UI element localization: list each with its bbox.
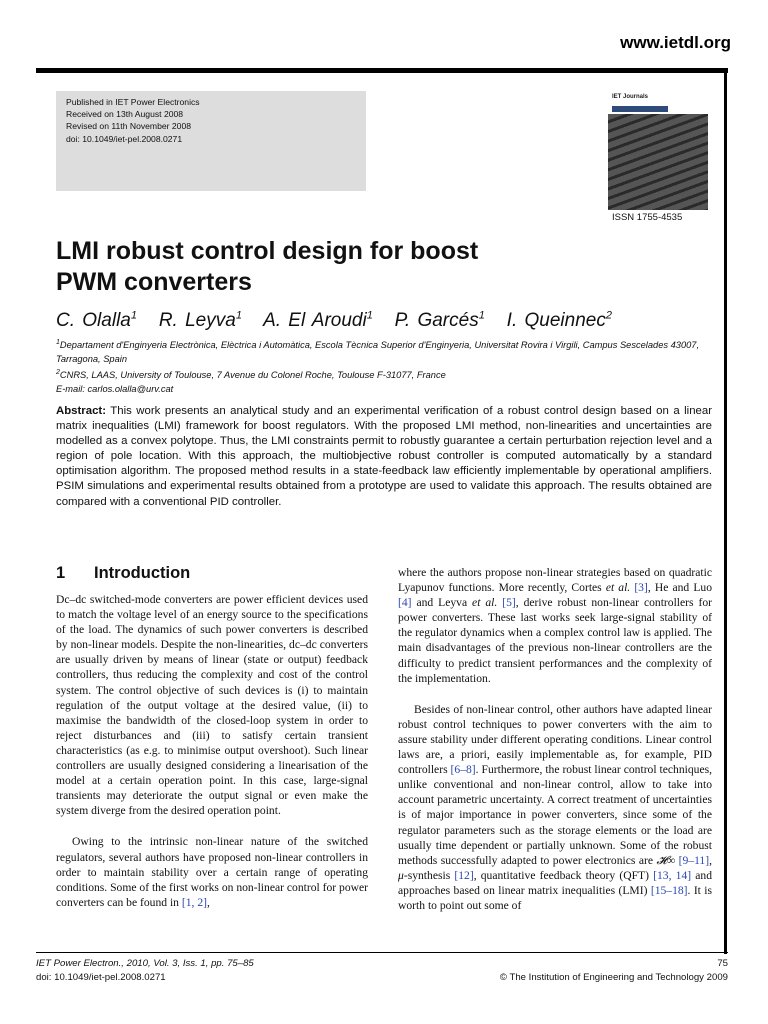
citation-link[interactable]: [6–8] (450, 763, 476, 777)
issn: ISSN 1755-4535 (612, 212, 683, 223)
citation-link[interactable]: [13, 14] (653, 868, 692, 882)
paragraph: Dc–dc switched-mode converters are power efficient devices used to match the voltage level of an energy source to the specifications of the load. The dynamics of such power converters is described by non-linear models. Despite the non-linearities, dc–dc converters are usually driven by means of linear (state or output) feedback controllers, thus reducing the complexity and cost of the control system. The control objective of such devices is (i) to maintain regulation of the output voltage at the desired value, (ii) to maximise the bandwidth of the closed-loop system in order to reject disturbances and (iii) to satisfy certain transient characteristics (as e.g. to minimise output overshoot). Such linear controllers are usually designed considering a linearisation of the model at a certain operation point. In this case, large-signal transients may deteriorate the output signal or even make the system diverge from the desired operation point. (56, 593, 368, 818)
site-url[interactable]: www.ietdl.org (620, 33, 731, 52)
author: P. Garcés$^1$ (394, 310, 485, 332)
page-number: 75 (717, 958, 728, 969)
citation-link[interactable]: [1, 2] (181, 895, 207, 909)
journal-cover-image (608, 88, 708, 210)
section-number: 1 (56, 564, 66, 582)
paper-title (56, 236, 616, 298)
abstract-text: This work presents an analytical study and an experimental verification of a robust control design based on a linear matrix inequalities (LMI) framework for boost regulators. With the proposed LMI method, non-linearities and uncertainties are modelled as a convex polytope. Thus, the LMI constraints permit to robustly guarantee a certain perturbation rejection level and a region of pole location. With this approach, the multiobjective robust controller is computed automatically by a standard optimisation algorithm. The proposed method results in a state-feedback law efficiently implementable by operational amplifiers. PSIM simulations and experimental results obtained from a prototype are used to validate this approach. The results obtained are compared with a conventional PID controller. (56, 405, 712, 508)
paragraph: Besides of non-linear control, other authors have adapted linear robust control techniques to power converters with the aim to assure stability under different operating conditions. Linear control laws are, a priori, easily implementable as, for example, PID controllers [6–8]. Furthermore, the robust linear control techniques, unlike conventional and non-linear control, allow to take into account parametric uncertainty. A correct treatment of uncertainties is of major importance in power converters, since some of the regulator parameters such as the storage elements or the load are usually time dependent or partially unknown. Some of the robust methods successfully adapted to power electronics are 𝓗∞ [9–11], μ-synthesis [12], quantitative feedback theory (QFT) [13, 14] and approaches based on linear matrix inequalities (LMI) [15–18]. It is worth to point out some of (398, 702, 713, 912)
abstract (56, 404, 712, 510)
author-list (56, 310, 612, 332)
top-rule (36, 68, 728, 73)
paragraph: where the authors propose non-linear strategies based on quadratic Lyapunov functions. More recently, Cortes et al. [3], He and Luo [4] and Leyva et al. [5], derive robust non-linear controllers for power converters. These last works seek large-signal stability of the regulator dynamics when a complex control law is applied. The main disadvantages of the previous non-linear controllers are the difficulty to predict transient performances and the complexity of the implementation. (398, 566, 712, 685)
footer-doi: doi: 10.1049/iet-pel.2008.0271 (36, 972, 166, 983)
pub-line: Published in IET Power Electronics (66, 97, 200, 107)
footer-rule (36, 952, 728, 953)
left-column (56, 592, 368, 910)
citation-link[interactable]: [3] (634, 581, 648, 595)
cover-photo (608, 114, 708, 210)
author: C. Olalla$^1$ (56, 310, 137, 332)
paragraph: Owing to the intrinsic non-linear nature of the switched regulators, several authors have proposed non-linear controllers in order to maintain stability over a certain range of operating conditions. Some of the first works on non-linear control for power converters can be found in [1, 2], (56, 835, 369, 909)
copyright: © The Institution of Engineering and Technology 2009 (499, 972, 728, 983)
cover-journal-name: IET Journals (612, 94, 649, 100)
received-line: Received on 13th August 2008 (66, 109, 184, 120)
section-heading (56, 564, 190, 583)
affiliation-1: $^1$Departament d'Enginyeria Electrònica, Elèctrica i Automàtica, Escola Tècnica Superior d'Enginyeria, Universitat Rovira i Virgili, Campus Sescelades 43007, Tarragona, Spain (56, 339, 700, 364)
affiliations (56, 336, 716, 397)
footer-citation: IET Power Electron., 2010, Vol. 3, Iss. 1, pp. 75–85 (36, 958, 254, 969)
author: A. El Aroudi$^1$ (263, 310, 373, 332)
citation-link[interactable]: [12] (454, 868, 474, 882)
revised-line: Revised on 11th November 2008 (66, 121, 192, 132)
cover-title-strip (612, 106, 668, 112)
right-column (398, 565, 712, 913)
citation-link[interactable]: [5] (502, 596, 516, 610)
citation-link[interactable]: [9–11] (678, 853, 710, 867)
publication-info (56, 91, 366, 191)
title-line-2: PWM converters (56, 268, 252, 296)
citation-link[interactable]: [15–18] (650, 883, 688, 897)
author-email[interactable]: E-mail: carlos.olalla@urv.cat (56, 383, 174, 394)
doi-line: doi: 10.1049/iet-pel.2008.0271 (66, 133, 183, 144)
title-line-1: LMI robust control design for boost (56, 237, 479, 265)
citation-link[interactable]: [4] (398, 596, 412, 610)
author: R. Leyva$^1$ (158, 310, 242, 332)
author: I. Queinnec$^2$ (506, 310, 612, 332)
section-title: Introduction (94, 564, 191, 582)
right-rule (724, 68, 727, 954)
affiliation-2: $^2$CNRS, LAAS, University of Toulouse, 7 Avenue du Colonel Roche, Toulouse F-31077, France (56, 369, 446, 381)
abstract-label: Abstract: (56, 405, 107, 417)
